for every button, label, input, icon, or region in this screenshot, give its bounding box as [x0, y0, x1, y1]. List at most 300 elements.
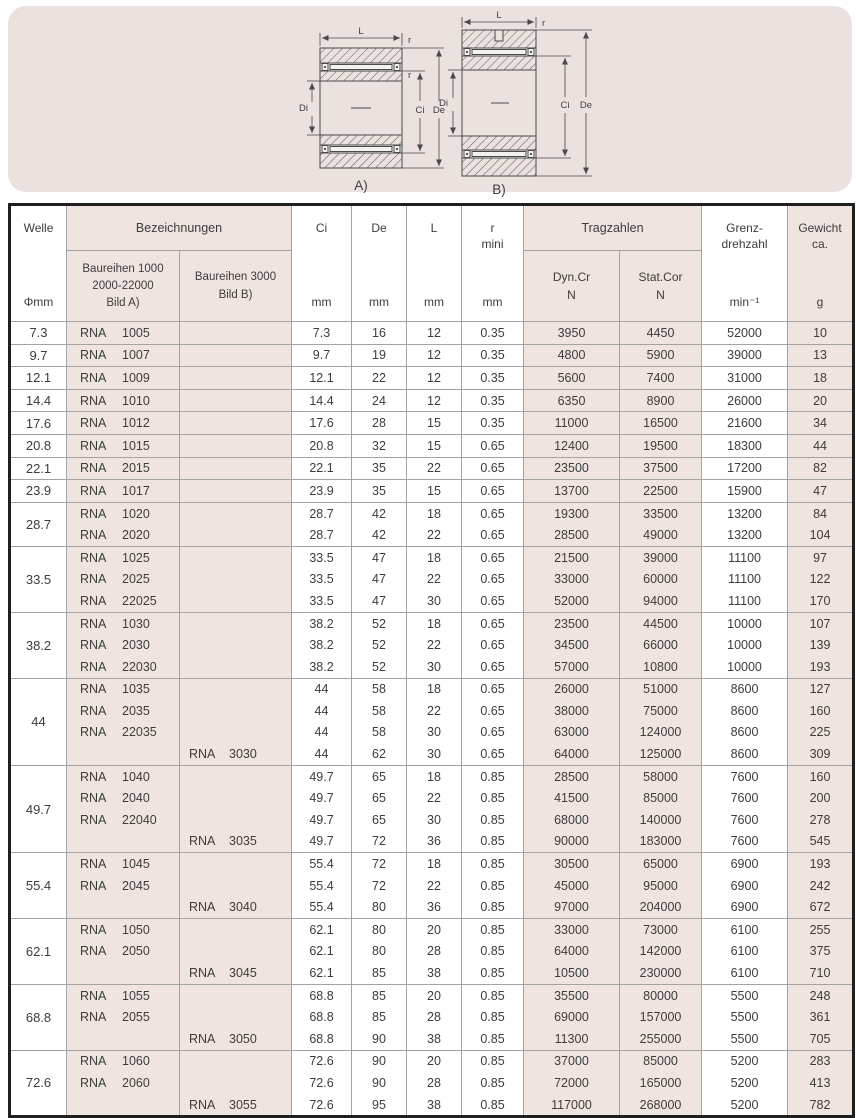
dyn-cr-value: 12400	[524, 434, 620, 457]
dyn-cr-value: 68000	[524, 809, 620, 831]
de-value: 80	[352, 896, 407, 918]
grenzdrehzahl-value: 6100	[702, 941, 788, 963]
r-mini-value: 0.65	[462, 502, 524, 524]
ci-value: 55.4	[292, 853, 352, 875]
de-value: 19	[352, 344, 407, 367]
designation-bild-a: RNA 22035	[67, 722, 180, 744]
header-gewicht-line2: ca.	[812, 236, 829, 251]
dim-label-di: Di	[299, 103, 308, 114]
dyn-cr-value: 6350	[524, 389, 620, 412]
dyn-cr-value: 23500	[524, 612, 620, 634]
de-value: 85	[352, 984, 407, 1006]
header-gewicht-unit: g	[816, 295, 824, 309]
designation-bild-a: RNA 22030	[67, 656, 180, 678]
gewicht-value: 10	[788, 322, 854, 345]
grenzdrehzahl-value: 8600	[702, 743, 788, 765]
gewicht-value: 13	[788, 344, 854, 367]
designation-bild-a: RNA 2045	[67, 875, 180, 897]
l-value: 20	[407, 919, 462, 941]
grenzdrehzahl-value: 8600	[702, 700, 788, 722]
r-mini-value: 0.85	[462, 941, 524, 963]
gewicht-value: 225	[788, 722, 854, 744]
stat-cor-value: 49000	[620, 524, 702, 546]
header-baureihen-a-line1: Baureihen 1000	[82, 262, 164, 275]
ci-value: 23.9	[292, 480, 352, 503]
l-value: 12	[407, 389, 462, 412]
designation-bild-a: RNA 2020	[67, 524, 180, 546]
header-baureihen-a-line3: Bild A)	[106, 297, 140, 310]
r-mini-value: 0.85	[462, 1094, 524, 1117]
r-mini-value: 0.65	[462, 546, 524, 568]
l-value: 22	[407, 634, 462, 656]
dim-label-r-top: r	[408, 35, 412, 46]
table-row	[10, 787, 854, 809]
ci-value: 28.7	[292, 502, 352, 524]
ci-value: 17.6	[292, 412, 352, 435]
designation-bild-b	[180, 875, 292, 897]
de-value: 47	[352, 590, 407, 612]
ci-value: 38.2	[292, 612, 352, 634]
table-row	[10, 919, 854, 941]
gewicht-value: 34	[788, 412, 854, 435]
designation-bild-b	[180, 656, 292, 678]
grenzdrehzahl-value: 5200	[702, 1050, 788, 1072]
designation-bild-b	[180, 634, 292, 656]
r-mini-value: 0.65	[462, 678, 524, 700]
stat-cor-value: 204000	[620, 896, 702, 918]
ci-value: 55.4	[292, 896, 352, 918]
ci-value: 49.7	[292, 765, 352, 787]
designation-bild-b	[180, 700, 292, 722]
designation-bild-a: RNA 1025	[67, 546, 180, 568]
dyn-cr-value: 38000	[524, 700, 620, 722]
gewicht-value: 242	[788, 875, 854, 897]
r-mini-value: 0.65	[462, 569, 524, 591]
gewicht-value: 20	[788, 389, 854, 412]
de-value: 28	[352, 412, 407, 435]
de-value: 47	[352, 546, 407, 568]
stat-cor-value: 75000	[620, 700, 702, 722]
designation-bild-b	[180, 590, 292, 612]
l-value: 15	[407, 412, 462, 435]
r-mini-value: 0.35	[462, 412, 524, 435]
designation-bild-b	[180, 434, 292, 457]
stat-cor-value: 58000	[620, 765, 702, 787]
welle-value: 7.3	[10, 322, 67, 345]
grenzdrehzahl-value: 5200	[702, 1094, 788, 1117]
stat-cor-value: 10800	[620, 656, 702, 678]
ci-value: 20.8	[292, 434, 352, 457]
welle-value: 22.1	[10, 457, 67, 480]
designation-bild-a: RNA 22025	[67, 590, 180, 612]
l-value: 22	[407, 700, 462, 722]
dyn-cr-value: 35500	[524, 984, 620, 1006]
ci-value: 38.2	[292, 656, 352, 678]
header-r-mini-label: mini	[481, 236, 504, 251]
dim-label-r-top: r	[542, 18, 546, 29]
de-value: 42	[352, 502, 407, 524]
designation-bild-b	[180, 765, 292, 787]
gewicht-value: 278	[788, 809, 854, 831]
de-value: 72	[352, 875, 407, 897]
de-value: 80	[352, 919, 407, 941]
table-row	[10, 743, 854, 765]
welle-value: 62.1	[10, 919, 67, 985]
table-row	[10, 1028, 854, 1050]
dyn-cr-value: 26000	[524, 678, 620, 700]
designation-bild-b	[180, 787, 292, 809]
stat-cor-value: 7400	[620, 367, 702, 390]
stat-cor-value: 165000	[620, 1072, 702, 1094]
header-gewicht-line1: Gewicht	[798, 221, 842, 235]
grenzdrehzahl-value: 17200	[702, 457, 788, 480]
l-value: 38	[407, 962, 462, 984]
dyn-cr-value: 72000	[524, 1072, 620, 1094]
designation-bild-b	[180, 1006, 292, 1028]
ci-value: 55.4	[292, 875, 352, 897]
header-stat-cor-unit: N	[656, 287, 665, 302]
de-value: 65	[352, 787, 407, 809]
de-value: 65	[352, 765, 407, 787]
dim-label-l: L	[358, 26, 364, 37]
designation-bild-a: RNA 1012	[67, 412, 180, 435]
table-row	[10, 656, 854, 678]
designation-bild-a	[67, 743, 180, 765]
grenzdrehzahl-value: 7600	[702, 831, 788, 853]
de-value: 47	[352, 569, 407, 591]
welle-value: 44	[10, 678, 67, 765]
designation-bild-a: RNA 1020	[67, 502, 180, 524]
gewicht-value: 705	[788, 1028, 854, 1050]
table-row	[10, 1072, 854, 1094]
dyn-cr-value: 64000	[524, 941, 620, 963]
designation-bild-a	[67, 896, 180, 918]
table-row	[10, 765, 854, 787]
designation-bild-a: RNA 1040	[67, 765, 180, 787]
stat-cor-value: 51000	[620, 678, 702, 700]
gewicht-value: 283	[788, 1050, 854, 1072]
ci-value: 22.1	[292, 457, 352, 480]
dyn-cr-value: 90000	[524, 831, 620, 853]
gewicht-value: 200	[788, 787, 854, 809]
designation-bild-a: RNA 1045	[67, 853, 180, 875]
dyn-cr-value: 64000	[524, 743, 620, 765]
bearing-table	[8, 203, 855, 1118]
designation-bild-a: RNA 2055	[67, 1006, 180, 1028]
r-mini-value: 0.85	[462, 1028, 524, 1050]
header-dyn-cr-unit: N	[567, 287, 576, 302]
de-value: 90	[352, 1072, 407, 1094]
de-value: 95	[352, 1094, 407, 1117]
r-mini-value: 0.65	[462, 634, 524, 656]
ci-value: 62.1	[292, 941, 352, 963]
designation-bild-a: RNA 2060	[67, 1072, 180, 1094]
gewicht-value: 139	[788, 634, 854, 656]
l-value: 30	[407, 743, 462, 765]
stat-cor-value: 124000	[620, 722, 702, 744]
designation-bild-b: RNA 3030	[180, 743, 292, 765]
grenzdrehzahl-value: 26000	[702, 389, 788, 412]
l-value: 38	[407, 1094, 462, 1117]
header-grenz-line2: drehzahl	[721, 236, 768, 251]
dyn-cr-value: 5600	[524, 367, 620, 390]
table-row	[10, 344, 854, 367]
bearing-a-section	[320, 48, 402, 168]
designation-bild-b: RNA 3040	[180, 896, 292, 918]
designation-bild-a: RNA 1060	[67, 1050, 180, 1072]
de-value: 85	[352, 1006, 407, 1028]
grenzdrehzahl-value: 11100	[702, 546, 788, 568]
de-value: 42	[352, 524, 407, 546]
l-value: 20	[407, 984, 462, 1006]
l-value: 30	[407, 809, 462, 831]
ci-value: 28.7	[292, 524, 352, 546]
dyn-cr-value: 57000	[524, 656, 620, 678]
stat-cor-value: 85000	[620, 1050, 702, 1072]
grenzdrehzahl-value: 52000	[702, 322, 788, 345]
table-row	[10, 1006, 854, 1028]
de-value: 72	[352, 853, 407, 875]
designation-bild-b	[180, 546, 292, 568]
r-mini-value: 0.85	[462, 984, 524, 1006]
stat-cor-value: 230000	[620, 962, 702, 984]
stat-cor-value: 19500	[620, 434, 702, 457]
de-value: 80	[352, 941, 407, 963]
stat-cor-value: 65000	[620, 853, 702, 875]
dyn-cr-value: 23500	[524, 457, 620, 480]
header-baureihen-b	[180, 251, 292, 322]
header-grenzdrehzahl	[702, 205, 788, 322]
header-ci-label: Ci	[315, 221, 328, 235]
ci-value: 44	[292, 722, 352, 744]
r-mini-value: 0.65	[462, 480, 524, 503]
table-row	[10, 1050, 854, 1072]
gewicht-value: 97	[788, 546, 854, 568]
table-row	[10, 434, 854, 457]
table-row	[10, 412, 854, 435]
header-tragzahlen-label: Tragzahlen	[581, 221, 644, 236]
table-row	[10, 322, 854, 345]
r-mini-value: 0.65	[462, 722, 524, 744]
gewicht-value: 193	[788, 656, 854, 678]
r-mini-value: 0.65	[462, 457, 524, 480]
designation-bild-b	[180, 722, 292, 744]
stat-cor-value: 183000	[620, 831, 702, 853]
dyn-cr-value: 3950	[524, 322, 620, 345]
table-row	[10, 962, 854, 984]
designation-bild-a: RNA 1007	[67, 344, 180, 367]
gewicht-value: 104	[788, 524, 854, 546]
header-welle-unit: Φmm	[23, 295, 54, 309]
bearing-diagram-b	[436, 10, 616, 198]
header-grenz-line1: Grenz-	[726, 221, 763, 235]
stat-cor-value: 22500	[620, 480, 702, 503]
ci-value: 72.6	[292, 1094, 352, 1117]
l-value: 28	[407, 1006, 462, 1028]
r-mini-value: 0.65	[462, 743, 524, 765]
header-stat-cor	[620, 251, 702, 322]
ci-value: 33.5	[292, 546, 352, 568]
gewicht-value: 672	[788, 896, 854, 918]
r-mini-value: 0.65	[462, 656, 524, 678]
l-value: 36	[407, 896, 462, 918]
l-value: 12	[407, 322, 462, 345]
designation-bild-a: RNA 1005	[67, 322, 180, 345]
grenzdrehzahl-value: 10000	[702, 612, 788, 634]
table-row	[10, 678, 854, 700]
grenzdrehzahl-value: 31000	[702, 367, 788, 390]
dim-label-ci: Ci	[560, 100, 570, 111]
r-mini-value: 0.85	[462, 831, 524, 853]
designation-bild-a: RNA 22040	[67, 809, 180, 831]
gewicht-value: 193	[788, 853, 854, 875]
dyn-cr-value: 117000	[524, 1094, 620, 1117]
dyn-cr-value: 19300	[524, 502, 620, 524]
dyn-cr-value: 63000	[524, 722, 620, 744]
grenzdrehzahl-value: 8600	[702, 678, 788, 700]
ci-value: 12.1	[292, 367, 352, 390]
grenzdrehzahl-value: 5200	[702, 1072, 788, 1094]
table-row	[10, 722, 854, 744]
l-value: 38	[407, 1028, 462, 1050]
dyn-cr-value: 45000	[524, 875, 620, 897]
designation-bild-a	[67, 831, 180, 853]
table-row	[10, 546, 854, 568]
l-value: 30	[407, 590, 462, 612]
header-r-mini	[462, 205, 524, 322]
gewicht-value: 413	[788, 1072, 854, 1094]
header-dyn-cr-label: Dyn.Cr	[552, 269, 591, 284]
l-value: 22	[407, 524, 462, 546]
de-value: 58	[352, 700, 407, 722]
stat-cor-value: 4450	[620, 322, 702, 345]
l-value: 18	[407, 546, 462, 568]
dyn-cr-value: 10500	[524, 962, 620, 984]
welle-value: 12.1	[10, 367, 67, 390]
dyn-cr-value: 33000	[524, 569, 620, 591]
header-r-unit: mm	[482, 295, 503, 309]
ci-value: 72.6	[292, 1072, 352, 1094]
stat-cor-value: 33500	[620, 502, 702, 524]
ci-value: 9.7	[292, 344, 352, 367]
ci-value: 49.7	[292, 809, 352, 831]
designation-bild-b	[180, 941, 292, 963]
de-value: 58	[352, 678, 407, 700]
gewicht-value: 160	[788, 765, 854, 787]
welle-value: 9.7	[10, 344, 67, 367]
de-value: 16	[352, 322, 407, 345]
table-row	[10, 941, 854, 963]
grenzdrehzahl-value: 6900	[702, 875, 788, 897]
l-value: 15	[407, 434, 462, 457]
r-mini-value: 0.65	[462, 612, 524, 634]
header-r-label: r	[490, 221, 495, 235]
ci-value: 68.8	[292, 1028, 352, 1050]
gewicht-value: 361	[788, 1006, 854, 1028]
grenzdrehzahl-value: 10000	[702, 656, 788, 678]
de-value: 85	[352, 962, 407, 984]
grenzdrehzahl-value: 13200	[702, 524, 788, 546]
gewicht-value: 47	[788, 480, 854, 503]
r-mini-value: 0.65	[462, 590, 524, 612]
ci-value: 68.8	[292, 984, 352, 1006]
stat-cor-value: 268000	[620, 1094, 702, 1117]
table-row	[10, 1094, 854, 1117]
grenzdrehzahl-value: 6900	[702, 853, 788, 875]
designation-bild-b: RNA 3045	[180, 962, 292, 984]
grenzdrehzahl-value: 11100	[702, 590, 788, 612]
designation-bild-a: RNA 2040	[67, 787, 180, 809]
dyn-cr-value: 97000	[524, 896, 620, 918]
header-bezeichnungen-label: Bezeichnungen	[135, 221, 223, 236]
table-row	[10, 367, 854, 390]
welle-value: 33.5	[10, 546, 67, 612]
table-row	[10, 896, 854, 918]
gewicht-value: 255	[788, 919, 854, 941]
welle-value: 17.6	[10, 412, 67, 435]
dyn-cr-value: 11000	[524, 412, 620, 435]
header-ci-unit: mm	[311, 295, 332, 309]
header-ci	[292, 205, 352, 322]
r-mini-value: 0.85	[462, 875, 524, 897]
designation-bild-b	[180, 612, 292, 634]
r-mini-value: 0.35	[462, 344, 524, 367]
ci-value: 33.5	[292, 590, 352, 612]
header-tragzahlen	[524, 205, 702, 251]
l-value: 18	[407, 853, 462, 875]
stat-cor-value: 8900	[620, 389, 702, 412]
designation-bild-a: RNA 2030	[67, 634, 180, 656]
header-welle-label: Welle	[23, 221, 54, 235]
designation-bild-b	[180, 344, 292, 367]
l-value: 28	[407, 1072, 462, 1094]
r-mini-value: 0.65	[462, 700, 524, 722]
header-baureihen-b-line1: Baureihen 3000	[194, 271, 277, 284]
designation-bild-b	[180, 457, 292, 480]
designation-bild-a: RNA 2025	[67, 569, 180, 591]
header-de-label: De	[371, 221, 387, 235]
ci-value: 44	[292, 678, 352, 700]
designation-bild-a: RNA 1055	[67, 984, 180, 1006]
dyn-cr-value: 30500	[524, 853, 620, 875]
de-value: 24	[352, 389, 407, 412]
grenzdrehzahl-value: 5500	[702, 1006, 788, 1028]
ci-value: 68.8	[292, 1006, 352, 1028]
designation-bild-a: RNA 1050	[67, 919, 180, 941]
designation-bild-b	[180, 502, 292, 524]
l-value: 12	[407, 367, 462, 390]
dyn-cr-value: 37000	[524, 1050, 620, 1072]
de-value: 52	[352, 634, 407, 656]
stat-cor-value: 80000	[620, 984, 702, 1006]
l-value: 22	[407, 787, 462, 809]
welle-value: 20.8	[10, 434, 67, 457]
header-de	[352, 205, 407, 322]
designation-bild-b	[180, 678, 292, 700]
de-value: 35	[352, 480, 407, 503]
grenzdrehzahl-value: 7600	[702, 787, 788, 809]
table-row	[10, 875, 854, 897]
designation-bild-b	[180, 569, 292, 591]
table-row	[10, 569, 854, 591]
grenzdrehzahl-value: 6100	[702, 962, 788, 984]
grenzdrehzahl-value: 39000	[702, 344, 788, 367]
de-value: 22	[352, 367, 407, 390]
ci-value: 72.6	[292, 1050, 352, 1072]
stat-cor-value: 39000	[620, 546, 702, 568]
table-row	[10, 700, 854, 722]
grenzdrehzahl-value: 5500	[702, 1028, 788, 1050]
